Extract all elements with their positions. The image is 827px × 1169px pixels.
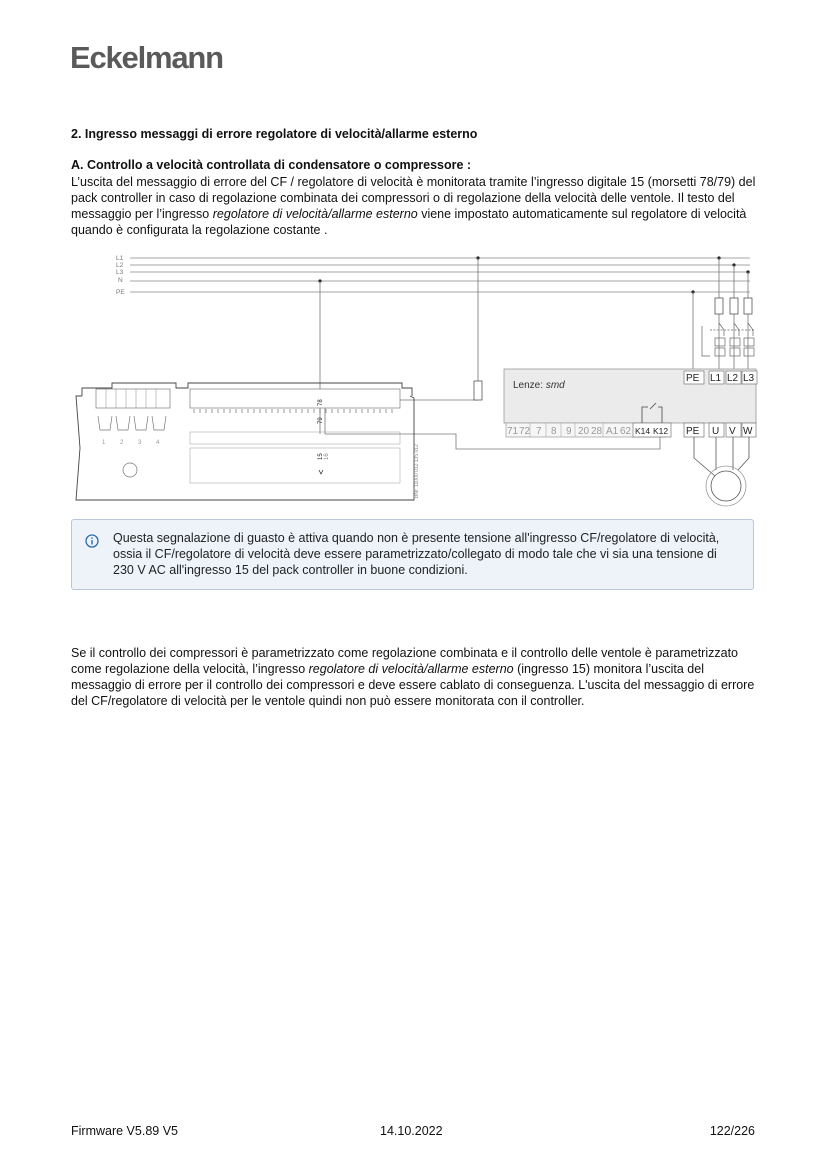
bus-label-n: N (118, 277, 123, 284)
relay-number-3: 3 (138, 440, 142, 446)
terminal-k14: K14 (635, 426, 651, 436)
footer-page-number: 122/226 (709, 1124, 755, 1138)
part-number: BNr. 11000 012 135 012 (414, 444, 420, 498)
motor-terminal-w: W (743, 426, 753, 437)
terminal-20: 20 (578, 426, 590, 437)
section-title: 2. Ingresso messaggi di errore regolatore di velocità/allarme esterno (71, 127, 478, 141)
relay-number-2: 2 (120, 440, 124, 446)
terminal-l2: L2 (727, 373, 739, 384)
bus-label-l2: L2 (116, 262, 124, 269)
terminal-l3: L3 (743, 373, 755, 384)
motor-terminal-v: V (729, 426, 736, 437)
terminal-78-label: 78 (318, 399, 324, 406)
svg-text:Lenze: smd (513, 380, 565, 391)
terminal-71: 71 (507, 426, 519, 437)
terminal-28: 28 (591, 426, 603, 437)
terminal-pe-top: PE (686, 373, 700, 384)
bus-label-l1: L1 (116, 255, 124, 262)
terminal-72: 72 (519, 426, 531, 437)
input-15-label: 15 (318, 453, 324, 460)
terminal-k12: K12 (653, 426, 669, 436)
eckelmann-logo: Eckelmann (70, 40, 223, 75)
subsection-title: A. Controllo a velocità controllata di condensatore o compressore : (71, 158, 472, 172)
relay-number-4: 4 (156, 440, 160, 446)
intro-paragraph: L’uscita del messaggio di errore del CF / regolatore di velocità è monitorata tramite l’ingresso digitale 15 (morsetti 78/79) del pack controller in caso di regolazione combinata dei compressori o di regolazione della velocità delle ventole. Il testo del messaggio per l’ingresso regolatore di velocità/allarme esterno viene impostato automaticamente sul regolatore di velocità quando è configurata la regolazione costante . (71, 175, 756, 237)
input-16-label: 16 (324, 453, 330, 460)
terminal-9: 9 (566, 426, 572, 437)
combined-control-paragraph: Se il controllo dei compressori è parametrizzato come regolazione combinata e il controllo delle ventole è parametrizzato come regolazione della velocità, l’ingresso regolatore di velocità/allarme esterno (ingresso 15) monitora l’uscita del messaggio di errore per il controllo dei compressori e deve essere cablato di conseguenza. L'uscita del messaggio di errore del CF/regolatore di velocità per le ventole quindi non può essere monitorata con il controller. (71, 646, 755, 708)
terminal-62: 62 (620, 426, 632, 437)
footer-date: 14.10.2022 (380, 1124, 443, 1138)
wiring-diagram (70, 248, 760, 510)
motor-terminal-pe: PE (686, 426, 700, 437)
lenze-model: smd (545, 380, 565, 391)
motor-terminal-u: U (712, 426, 720, 437)
terminal-7: 7 (536, 426, 542, 437)
note-text: Questa segnalazione di guasto è attiva quando non è presente tensione all'ingresso CF/regolatore di velocità, ossia il CF/regolatore di velocità deve essere parametrizzato/collegato di modo tale che vi sia una tensione di 230 V AC all'ingresso 15 del pack controller in buone condizioni. (113, 531, 720, 577)
terminal-8: 8 (551, 426, 557, 437)
terminal-79-label: 79 (318, 417, 324, 424)
terminal-a1: A1 (606, 426, 619, 437)
terminal-l1: L1 (710, 373, 722, 384)
bus-label-l3: L3 (116, 269, 124, 276)
bus-label-pe: PE (116, 289, 125, 296)
info-icon (85, 534, 99, 548)
lenze-label: Lenze: (513, 380, 546, 391)
footer-firmware: Firmware V5.89 V5 (71, 1124, 178, 1138)
info-note (71, 519, 754, 590)
relay-number-1: 1 (102, 440, 106, 446)
